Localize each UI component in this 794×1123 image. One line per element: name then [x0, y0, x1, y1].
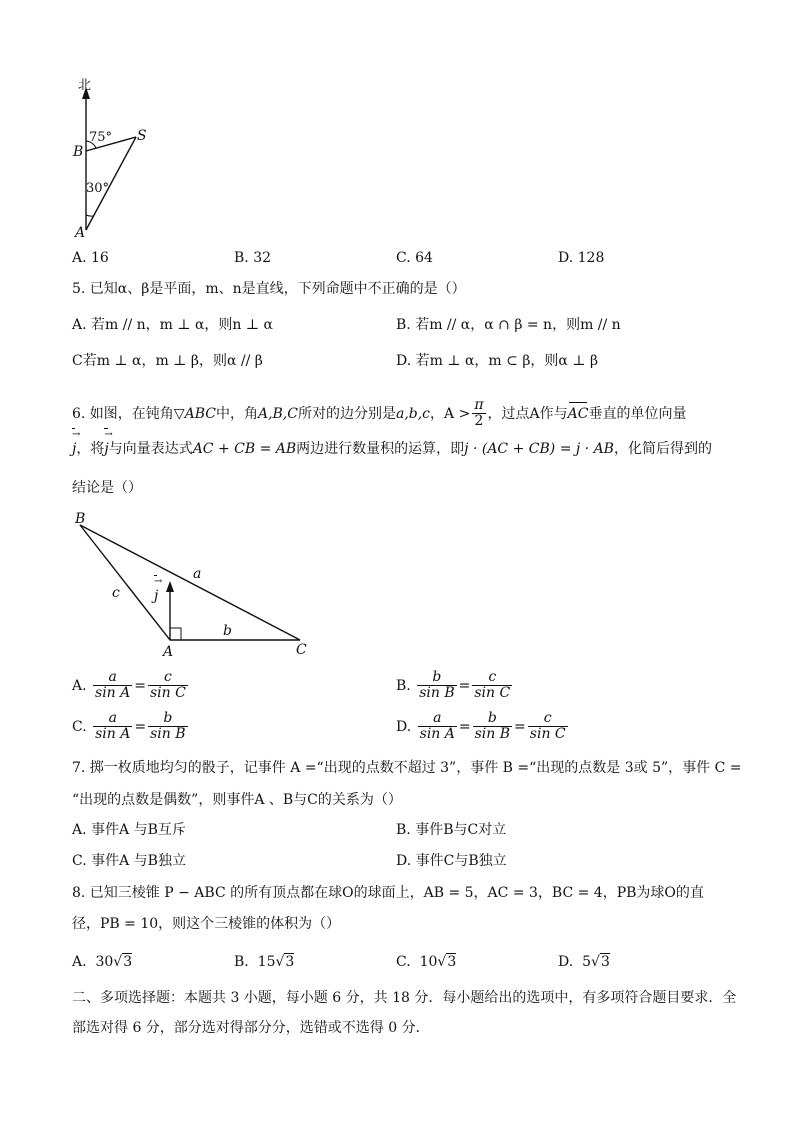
triangle-side-a: a [193, 566, 202, 582]
q6-text: ，化简后得到的 [613, 441, 712, 457]
q6-dot-expression: j · (AC + CB) = j · AB [464, 441, 614, 457]
q6-triangle: ▽ABC [173, 405, 216, 422]
q6-unit-vector-j: → j [104, 441, 108, 458]
q7-option-d[interactable]: D. 事件C与B独立 [396, 853, 507, 869]
q6-pi-over-2: $\frac{\pi}{2}$ [474, 397, 484, 430]
q6-vector-expression: AC + CB = AB [192, 441, 297, 457]
q6-condition: ，A > [430, 405, 471, 422]
section-2-instructions-line-2: 部选对得 6 分，部分选对得部分分，选错或不选得 0 分． [72, 1020, 430, 1036]
q6-vector-ac: AC [567, 405, 589, 422]
q6-text: 与向量表达式 [108, 441, 193, 457]
point-a-label: A [75, 225, 86, 241]
q4-option-d[interactable]: D. 128 [558, 250, 605, 266]
q6-sides: a,b,c [395, 405, 431, 422]
q5-option-a[interactable]: A. 若m // n，m ⊥ α，则n ⊥ α [72, 317, 273, 333]
q4-option-a[interactable]: A. 16 [72, 250, 109, 266]
q5-stem: 5. 已知α、β是平面，m、n是直线，下列命题中不正确的是（） [72, 281, 466, 297]
q8-line-2: 径，PB = 10，则这个三棱锥的体积为（） [72, 916, 341, 932]
q8-option-b[interactable]: B. 15√3 [234, 954, 295, 970]
point-b-label: B [73, 144, 84, 160]
q4-option-b[interactable]: B. 32 [234, 250, 272, 266]
triangle-vertex-c: C [296, 642, 307, 658]
q6-option-c[interactable]: C. $\frac{a}{\text{sin A}}$ = $\frac{b}{\text{sin B}}$ [72, 710, 186, 743]
q6-unit-vector-j: → j [72, 441, 76, 458]
q7-option-c[interactable]: C. 事件A 与B独立 [72, 853, 186, 869]
q7-option-a[interactable]: A. 事件A 与B互斥 [72, 822, 186, 838]
north-label: 北 [78, 78, 92, 93]
q6-text: 所对的边分别是 [297, 405, 396, 422]
section-2-instructions-line-1: 二、多项选择题：本题共 3 小题，每小题 6 分，共 18 分．每小题给出的选项中，有多项符合题目要求．全 [72, 990, 737, 1006]
q6-text: 垂直的单位向量 [588, 405, 687, 422]
q6-text: ，过点A作与 [487, 405, 568, 422]
q6-text: 中，角 [215, 405, 258, 422]
q8-option-a[interactable]: A. 30√3 [72, 954, 133, 970]
q6-line-2 [72, 441, 712, 458]
q8-line-1: 8. 已知三棱锥 P − ABC 的所有顶点都在球O的球面上，AB = 5，AC = 3，BC = 4，PB为球O的直 [72, 885, 704, 901]
q5-option-d[interactable]: D. 若m ⊥ α，m ⊂ β，则α ⊥ β [396, 353, 599, 369]
q5-option-b[interactable]: B. 若m // α，α ∩ β = n，则m // n [396, 317, 621, 333]
q7-line-1: 7. 掷一枚质地均匀的骰子，记事件 A =“出现的点数不超过 3”，事件 B =“出现的点数是 3或 5”，事件 C = [72, 760, 742, 776]
q7-line-2: “出现的点数是偶数”，则事件A 、B与C的关系为（） [72, 792, 402, 808]
q6-line-1 [72, 398, 686, 430]
q6-text: 6. 如图，在钝角 [72, 405, 174, 422]
q8-option-d[interactable]: D. 5√3 [558, 954, 610, 970]
angle-30-label: 30° [86, 181, 110, 196]
triangle-vertex-b: B [75, 511, 86, 527]
q6-text: 两边进行数量积的运算，即 [296, 441, 465, 457]
q4-option-c[interactable]: C. 64 [396, 250, 433, 266]
q6-line-3: 结论是（） [72, 480, 142, 496]
triangle-vector-j: → j [154, 588, 158, 605]
q5-option-c[interactable]: C若m ⊥ α，m ⊥ β，则α // β [72, 353, 263, 369]
q6-option-d[interactable]: D. $\frac{a}{\text{sin A}}$ = $\frac{b}{\text{sin B}}$ = $\frac{c}{\text{sin C}}$ [396, 710, 566, 743]
triangle-figure [70, 515, 320, 655]
angle-75-label: 75° [89, 130, 113, 145]
q7-option-b[interactable]: B. 事件B与C对立 [396, 822, 507, 838]
q6-option-a[interactable]: A. $\frac{a}{\text{sin A}}$ = $\frac{c}{\text{sin C}}$ [72, 669, 186, 702]
point-s-label: S [137, 128, 147, 144]
q6-angles: A,B,C [257, 405, 298, 422]
triangle-side-c: c [112, 585, 120, 601]
q6-text: ，将 [76, 441, 105, 457]
triangle-vertex-a: A [163, 644, 174, 660]
q6-option-b[interactable]: B. $\frac{b}{\text{sin B}}$ = $\frac{c}{\text{sin C}}$ [396, 669, 511, 702]
triangle-side-b: b [223, 623, 232, 639]
q8-option-c[interactable]: C. 10√3 [396, 954, 457, 970]
